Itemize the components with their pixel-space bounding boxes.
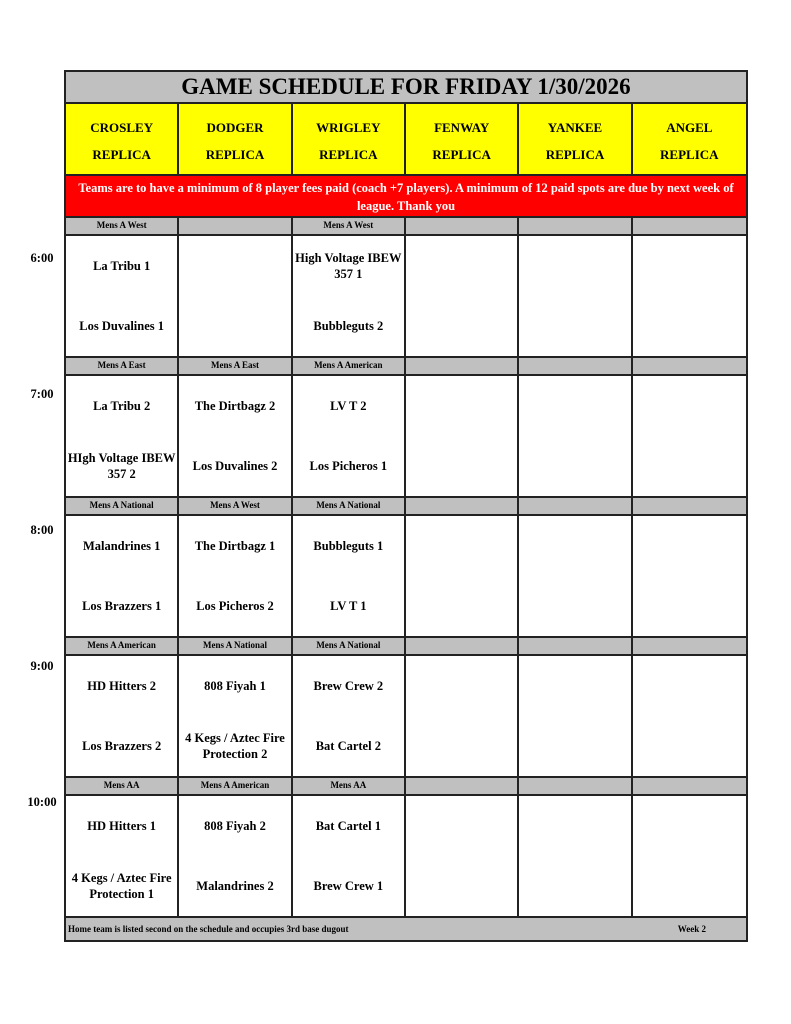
away-team xyxy=(519,526,630,566)
field-name: CROSLEY xyxy=(90,120,154,135)
home-team: Los Duvalines 2 xyxy=(192,459,278,473)
away-team xyxy=(519,666,630,706)
field-header xyxy=(293,104,406,174)
away-team: Malandrines 1 xyxy=(82,539,161,553)
division-label: Mens A East xyxy=(179,358,292,374)
schedule-title: GAME SCHEDULE FOR FRIDAY 1/30/2026 xyxy=(66,72,746,104)
division-label: Mens A West xyxy=(293,218,406,234)
field-subtitle: REPLICA xyxy=(432,147,491,162)
away-team xyxy=(179,246,290,286)
home-team-note: Home team is listed second on the schedule and occupies 3rd base dugout xyxy=(68,924,349,934)
game-cell xyxy=(633,656,746,776)
game-cell xyxy=(66,656,179,776)
games-row xyxy=(66,796,746,918)
division-label: Mens A East xyxy=(66,358,179,374)
game-cell xyxy=(66,516,179,636)
game-cell xyxy=(406,516,519,636)
field-name: YANKEE xyxy=(547,120,603,135)
division-label: Mens A National xyxy=(179,638,292,654)
payment-notice: Teams are to have a minimum of 8 player fees paid (coach +7 players). A minimum of 12 paid spots are due by next week of league. Thank you xyxy=(66,176,746,218)
home-team xyxy=(519,446,630,486)
game-cell xyxy=(66,236,179,356)
home-team: 4 Kegs / Aztec Fire Protection 1 xyxy=(71,871,172,901)
division-label: Mens A American xyxy=(66,638,179,654)
home-team xyxy=(519,866,630,906)
division-label: Mens A American xyxy=(179,778,292,794)
games-row xyxy=(66,376,746,498)
away-team: Brew Crew 2 xyxy=(313,679,384,693)
away-team: HD Hitters 2 xyxy=(87,679,157,693)
away-team xyxy=(633,666,746,706)
away-team xyxy=(633,246,746,286)
away-team: 808 Fiyah 2 xyxy=(204,819,266,833)
division-label xyxy=(519,498,632,514)
home-team: Los Brazzers 1 xyxy=(82,599,162,613)
week-label: Week 2 xyxy=(677,924,706,934)
games-row xyxy=(66,656,746,778)
game-cell xyxy=(66,376,179,496)
away-team xyxy=(633,386,746,426)
away-team xyxy=(406,386,517,426)
game-cell xyxy=(179,656,292,776)
home-team: HIgh Voltage IBEW 357 2 xyxy=(67,451,176,481)
schedule-table xyxy=(64,70,748,942)
away-team: LV T 2 xyxy=(330,399,367,413)
division-label: Mens A National xyxy=(293,498,406,514)
home-team xyxy=(179,306,290,346)
home-team xyxy=(406,866,517,906)
home-team: Malandrines 2 xyxy=(196,879,274,893)
away-team xyxy=(406,806,517,846)
away-team: HD Hitters 1 xyxy=(87,819,157,833)
away-team: The Dirtbagz 1 xyxy=(194,539,276,553)
home-team xyxy=(519,726,630,766)
away-team xyxy=(406,526,517,566)
game-cell xyxy=(406,236,519,356)
division-label xyxy=(179,218,292,234)
division-label xyxy=(633,638,746,654)
away-team xyxy=(633,806,746,846)
division-label xyxy=(519,638,632,654)
division-label xyxy=(519,218,632,234)
away-team: 808 Fiyah 1 xyxy=(204,679,266,693)
games-row xyxy=(66,516,746,638)
game-cell xyxy=(633,376,746,496)
game-cell xyxy=(66,796,179,916)
division-row xyxy=(66,638,746,656)
game-cell xyxy=(519,656,632,776)
division-label xyxy=(406,638,519,654)
home-team: Brew Crew 1 xyxy=(313,879,384,893)
division-label xyxy=(519,358,632,374)
time-label: 9:00 xyxy=(30,659,54,673)
home-team xyxy=(633,446,746,486)
division-label: Mens A National xyxy=(66,498,179,514)
time-label: 7:00 xyxy=(30,387,54,401)
division-label: Mens A West xyxy=(66,218,179,234)
game-cell xyxy=(179,796,292,916)
field-subtitle: REPLICA xyxy=(545,147,605,162)
division-label: Mens A National xyxy=(293,638,406,654)
home-team xyxy=(633,866,746,906)
field-name: ANGEL xyxy=(666,120,713,135)
game-cell xyxy=(406,796,519,916)
game-cell xyxy=(519,796,632,916)
division-label xyxy=(633,778,746,794)
time-label: 6:00 xyxy=(30,251,54,265)
away-team: Bubbleguts 1 xyxy=(313,539,384,553)
game-cell xyxy=(293,236,406,356)
game-cell xyxy=(179,236,292,356)
division-row xyxy=(66,218,746,236)
home-team: Bat Cartel 2 xyxy=(315,739,381,753)
home-team xyxy=(519,586,630,626)
division-row xyxy=(66,498,746,516)
away-team xyxy=(633,526,746,566)
division-row xyxy=(66,358,746,376)
away-team: The Dirtbagz 2 xyxy=(194,399,276,413)
home-team xyxy=(633,306,746,346)
field-name: WRIGLEY xyxy=(316,120,381,135)
home-team xyxy=(406,446,517,486)
division-row xyxy=(66,778,746,796)
field-subtitle: REPLICA xyxy=(660,147,719,162)
field-header xyxy=(519,104,632,174)
division-label xyxy=(406,218,519,234)
division-label: Mens A West xyxy=(179,498,292,514)
home-team xyxy=(406,726,517,766)
home-team: Los Brazzers 2 xyxy=(82,739,162,753)
game-cell xyxy=(406,656,519,776)
game-cell xyxy=(406,376,519,496)
game-cell xyxy=(633,796,746,916)
division-label xyxy=(633,358,746,374)
away-team xyxy=(519,246,630,286)
field-header xyxy=(179,104,292,174)
field-subtitle: REPLICA xyxy=(319,147,378,162)
game-cell xyxy=(179,516,292,636)
footer-row xyxy=(66,918,746,940)
game-cell xyxy=(293,376,406,496)
home-team: 4 Kegs / Aztec Fire Protection 2 xyxy=(185,731,285,761)
games-row xyxy=(66,236,746,358)
division-label xyxy=(633,218,746,234)
division-label xyxy=(633,498,746,514)
field-name: FENWAY xyxy=(434,120,490,135)
away-team xyxy=(519,806,630,846)
field-header-row xyxy=(66,104,746,176)
division-label: Mens A American xyxy=(293,358,406,374)
division-label xyxy=(406,778,519,794)
home-team: Los Picheros 2 xyxy=(196,599,274,613)
time-label: 10:00 xyxy=(27,795,57,809)
game-cell xyxy=(293,796,406,916)
home-team xyxy=(633,586,746,626)
away-team: High Voltage IBEW 357 1 xyxy=(295,251,402,281)
home-team: Los Picheros 1 xyxy=(309,459,388,473)
division-label xyxy=(406,358,519,374)
home-team xyxy=(519,306,630,346)
game-cell xyxy=(633,236,746,356)
game-cell xyxy=(293,656,406,776)
away-team: La Tribu 1 xyxy=(93,259,151,273)
home-team xyxy=(633,726,746,766)
game-cell xyxy=(293,516,406,636)
home-team: LV T 1 xyxy=(330,599,367,613)
away-team: Bat Cartel 1 xyxy=(315,819,381,833)
away-team xyxy=(406,666,517,706)
field-subtitle: REPLICA xyxy=(205,147,265,162)
home-team xyxy=(406,306,517,346)
away-team xyxy=(406,246,517,286)
division-label: Mens AA xyxy=(293,778,406,794)
division-label xyxy=(406,498,519,514)
away-team: La Tribu 2 xyxy=(93,399,151,413)
field-header xyxy=(406,104,519,174)
time-label: 8:00 xyxy=(30,523,54,537)
field-header xyxy=(66,104,179,174)
away-team xyxy=(519,386,630,426)
division-label xyxy=(519,778,632,794)
game-cell xyxy=(519,376,632,496)
field-name: DODGER xyxy=(206,120,264,135)
field-header xyxy=(633,104,746,174)
home-team xyxy=(406,586,517,626)
game-cell xyxy=(519,516,632,636)
field-subtitle: REPLICA xyxy=(92,147,151,162)
time-slots xyxy=(66,218,746,918)
home-team: Bubbleguts 2 xyxy=(313,319,384,333)
game-cell xyxy=(633,516,746,636)
home-team: Los Duvalines 1 xyxy=(79,319,165,333)
game-cell xyxy=(179,376,292,496)
division-label: Mens AA xyxy=(66,778,179,794)
game-cell xyxy=(519,236,632,356)
